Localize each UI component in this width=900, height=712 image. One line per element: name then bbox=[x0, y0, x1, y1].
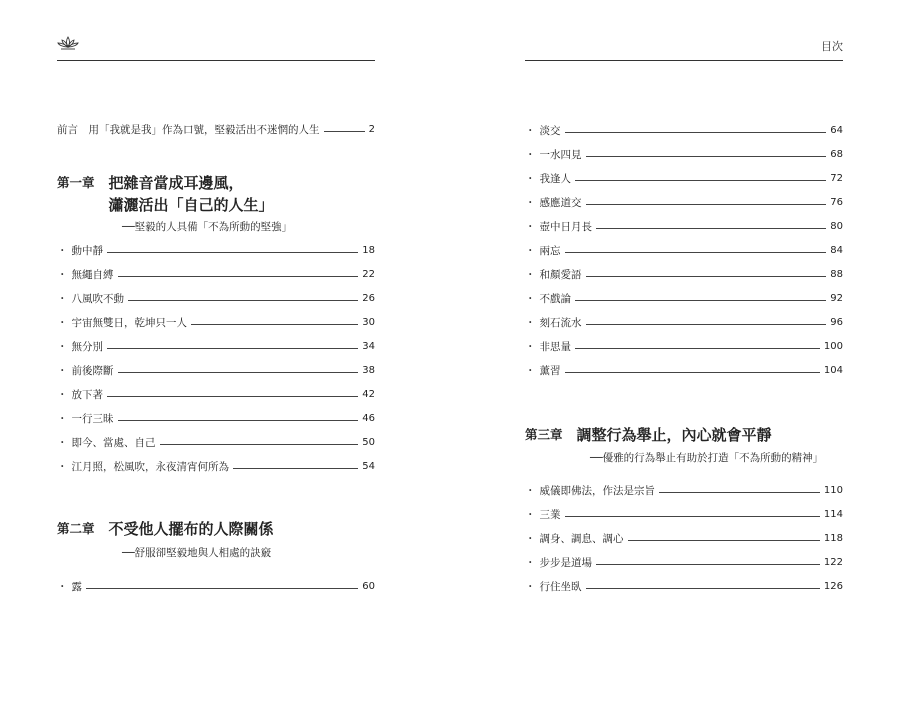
entry-label: 步步是道場 bbox=[539, 557, 592, 569]
bullet: ・ bbox=[525, 221, 536, 233]
toc-entry[interactable] bbox=[525, 124, 843, 138]
entry-page-number: 38 bbox=[362, 365, 375, 376]
entry-label: 和顏愛語 bbox=[539, 269, 582, 281]
bullet: ・ bbox=[525, 557, 536, 569]
dot-leader bbox=[107, 348, 358, 349]
right-page bbox=[450, 0, 900, 712]
entry-page-number: 30 bbox=[362, 317, 375, 328]
toc-entry[interactable] bbox=[57, 412, 375, 426]
bullet: ・ bbox=[525, 149, 536, 161]
entry-label: 動中靜 bbox=[71, 245, 103, 257]
bullet: ・ bbox=[57, 365, 68, 377]
dot-leader bbox=[565, 132, 827, 133]
entry-label: 前言 用「我就是我」作為口號，堅毅活出不迷惘的人生 bbox=[57, 124, 320, 136]
entry-label: 即今、當處、自己 bbox=[71, 437, 156, 449]
toc-entry[interactable] bbox=[525, 244, 843, 258]
entry-page-number: 100 bbox=[823, 341, 843, 352]
bullet: ・ bbox=[525, 581, 536, 593]
entry-label: 無繩自縛 bbox=[71, 269, 114, 281]
entry-page-number: 80 bbox=[830, 221, 843, 232]
dot-leader bbox=[575, 180, 826, 181]
entry-page-number: 60 bbox=[362, 581, 375, 592]
chapter-title bbox=[109, 518, 274, 540]
dot-leader bbox=[586, 324, 827, 325]
toc-entry[interactable] bbox=[525, 316, 843, 330]
running-header-title: 目次 bbox=[821, 40, 843, 53]
toc-entry[interactable] bbox=[57, 436, 375, 450]
chapter-title-line: 不受他人擺布的人際關係 bbox=[108, 520, 274, 538]
entry-label: 調身、調息、調心 bbox=[539, 533, 624, 545]
dot-leader bbox=[586, 276, 827, 277]
chapter-title-line: 瀟灑活出「自己的人生」 bbox=[108, 196, 274, 214]
toc-entry[interactable] bbox=[525, 268, 843, 282]
dot-leader bbox=[596, 228, 826, 229]
dot-leader bbox=[586, 204, 827, 205]
dot-leader bbox=[565, 516, 820, 517]
entry-label: 前後際斷 bbox=[71, 365, 114, 377]
toc-entry[interactable] bbox=[525, 364, 843, 378]
toc-entry[interactable] bbox=[525, 484, 843, 498]
entry-page-number: 50 bbox=[362, 437, 375, 448]
bullet: ・ bbox=[525, 317, 536, 329]
entry-label: 江月照，松風吹，永夜清宵何所為 bbox=[71, 461, 229, 473]
chapter-heading bbox=[57, 518, 274, 540]
chapter-subtitle: ──優雅的行為舉止有助於打造「不為所動的精神」 bbox=[590, 452, 824, 464]
toc-entry[interactable] bbox=[525, 292, 843, 306]
chapter-heading bbox=[525, 424, 772, 446]
toc-entry-preface[interactable] bbox=[57, 123, 375, 137]
chapter-title-line: 調整行為舉止，內心就會平靜 bbox=[576, 426, 772, 444]
entry-label: 一水四見 bbox=[539, 149, 582, 161]
toc-entry[interactable] bbox=[57, 292, 375, 306]
entry-page-number: 84 bbox=[830, 245, 843, 256]
toc-entry[interactable] bbox=[525, 148, 843, 162]
dot-leader bbox=[107, 396, 358, 397]
bullet: ・ bbox=[525, 197, 536, 209]
header-rule bbox=[525, 60, 843, 61]
entry-page-number: 118 bbox=[823, 533, 843, 544]
entry-label: 淡交 bbox=[539, 125, 561, 137]
entry-page-number: 68 bbox=[830, 149, 843, 160]
entry-label: 行住坐臥 bbox=[539, 581, 582, 593]
bullet: ・ bbox=[57, 581, 68, 593]
entry-page-number: 54 bbox=[362, 461, 375, 472]
entry-label: 非思量 bbox=[539, 341, 571, 353]
entry-label: 壺中日月長 bbox=[539, 221, 592, 233]
bullet: ・ bbox=[525, 125, 536, 137]
toc-entry[interactable] bbox=[525, 580, 843, 594]
chapter-number: 第三章 bbox=[525, 427, 563, 442]
dot-leader bbox=[586, 156, 827, 157]
dot-leader bbox=[233, 468, 358, 469]
entry-page-number: 42 bbox=[362, 389, 375, 400]
entry-label: 一行三昧 bbox=[71, 413, 114, 425]
dot-leader bbox=[596, 564, 820, 565]
entry-label: 無分別 bbox=[71, 341, 103, 353]
entry-label: 八風吹不動 bbox=[71, 293, 124, 305]
toc-entry[interactable] bbox=[57, 340, 375, 354]
entry-label: 薰習 bbox=[539, 365, 561, 377]
entry-page-number: 126 bbox=[823, 581, 843, 592]
toc-entry[interactable] bbox=[525, 196, 843, 210]
dot-leader bbox=[659, 492, 820, 493]
chapter-number: 第二章 bbox=[57, 521, 95, 536]
entry-label: 三業 bbox=[539, 509, 561, 521]
dot-leader bbox=[575, 348, 820, 349]
dot-leader bbox=[118, 372, 359, 373]
entry-page-number: 76 bbox=[830, 197, 843, 208]
bullet: ・ bbox=[525, 269, 536, 281]
bullet: ・ bbox=[57, 437, 68, 449]
entry-label: 威儀即佛法，作法是宗旨 bbox=[539, 485, 655, 497]
entry-label: 宇宙無雙日，乾坤只一人 bbox=[71, 317, 187, 329]
chapter-heading bbox=[57, 172, 274, 216]
dot-leader bbox=[565, 252, 827, 253]
entry-label: 感應道交 bbox=[539, 197, 582, 209]
toc-entry[interactable] bbox=[57, 268, 375, 282]
entry-label: 刻石流水 bbox=[539, 317, 582, 329]
entry-page-number: 110 bbox=[823, 485, 843, 496]
entry-page-number: 114 bbox=[823, 509, 843, 520]
toc-entry[interactable] bbox=[57, 316, 375, 330]
bullet: ・ bbox=[57, 341, 68, 353]
dot-leader bbox=[628, 540, 820, 541]
entry-page-number: 34 bbox=[362, 341, 375, 352]
bullet: ・ bbox=[57, 413, 68, 425]
lotus-icon bbox=[57, 36, 79, 50]
chapter-number: 第一章 bbox=[57, 175, 95, 190]
bullet: ・ bbox=[525, 533, 536, 545]
entry-label: 露 bbox=[71, 581, 82, 593]
bullet: ・ bbox=[57, 245, 68, 257]
toc-entry[interactable] bbox=[57, 460, 375, 474]
entry-page-number: 18 bbox=[362, 245, 375, 256]
toc-entry[interactable] bbox=[57, 580, 375, 594]
dot-leader bbox=[565, 372, 820, 373]
header-rule bbox=[57, 60, 375, 61]
entry-page-number: 46 bbox=[362, 413, 375, 424]
bullet: ・ bbox=[525, 293, 536, 305]
dot-leader bbox=[118, 420, 359, 421]
toc-entry[interactable] bbox=[525, 172, 843, 186]
dot-leader bbox=[118, 276, 359, 277]
toc-entry[interactable] bbox=[525, 508, 843, 522]
bullet: ・ bbox=[525, 509, 536, 521]
chapter-title-line: 把雜音當成耳邊風， bbox=[108, 174, 244, 192]
dot-leader bbox=[107, 252, 358, 253]
dot-leader bbox=[191, 324, 358, 325]
entry-label: 不戲論 bbox=[539, 293, 571, 305]
entry-label: 我逢人 bbox=[539, 173, 571, 185]
toc-entry[interactable] bbox=[57, 364, 375, 378]
entry-page-number: 72 bbox=[830, 173, 843, 184]
bullet: ・ bbox=[57, 461, 68, 473]
entry-page-number: 88 bbox=[830, 269, 843, 280]
toc-entry[interactable] bbox=[525, 340, 843, 354]
dot-leader bbox=[586, 588, 820, 589]
bullet: ・ bbox=[57, 317, 68, 329]
entry-label: 放下著 bbox=[71, 389, 103, 401]
entry-page-number: 22 bbox=[362, 269, 375, 280]
bullet: ・ bbox=[525, 365, 536, 377]
chapter-title bbox=[109, 172, 274, 216]
bullet: ・ bbox=[525, 245, 536, 257]
toc-entry[interactable] bbox=[57, 244, 375, 258]
toc-entry[interactable] bbox=[525, 532, 843, 546]
entry-page-number: 26 bbox=[362, 293, 375, 304]
entry-label: 兩忘 bbox=[539, 245, 561, 257]
bullet: ・ bbox=[525, 485, 536, 497]
chapter-subtitle: ──舒服卻堅毅地與人相處的訣竅 bbox=[122, 547, 272, 559]
bullet: ・ bbox=[57, 269, 68, 281]
entry-page-number: 122 bbox=[823, 557, 843, 568]
dot-leader bbox=[575, 300, 826, 301]
bullet: ・ bbox=[525, 341, 536, 353]
bullet: ・ bbox=[57, 389, 68, 401]
chapter-subtitle: ──堅毅的人具備「不為所動的堅強」 bbox=[122, 221, 293, 233]
entry-page-number: 96 bbox=[830, 317, 843, 328]
dot-leader bbox=[128, 300, 358, 301]
entry-page-number: 104 bbox=[823, 365, 843, 376]
bullet: ・ bbox=[57, 293, 68, 305]
toc-entry[interactable] bbox=[525, 556, 843, 570]
dot-leader bbox=[324, 131, 365, 132]
entry-page-number: 2 bbox=[368, 124, 375, 135]
chapter-title bbox=[577, 424, 772, 446]
dot-leader bbox=[86, 588, 358, 589]
bullet: ・ bbox=[525, 173, 536, 185]
toc-entry[interactable] bbox=[525, 220, 843, 234]
toc-entry[interactable] bbox=[57, 388, 375, 402]
entry-page-number: 92 bbox=[830, 293, 843, 304]
dot-leader bbox=[160, 444, 359, 445]
entry-page-number: 64 bbox=[830, 125, 843, 136]
